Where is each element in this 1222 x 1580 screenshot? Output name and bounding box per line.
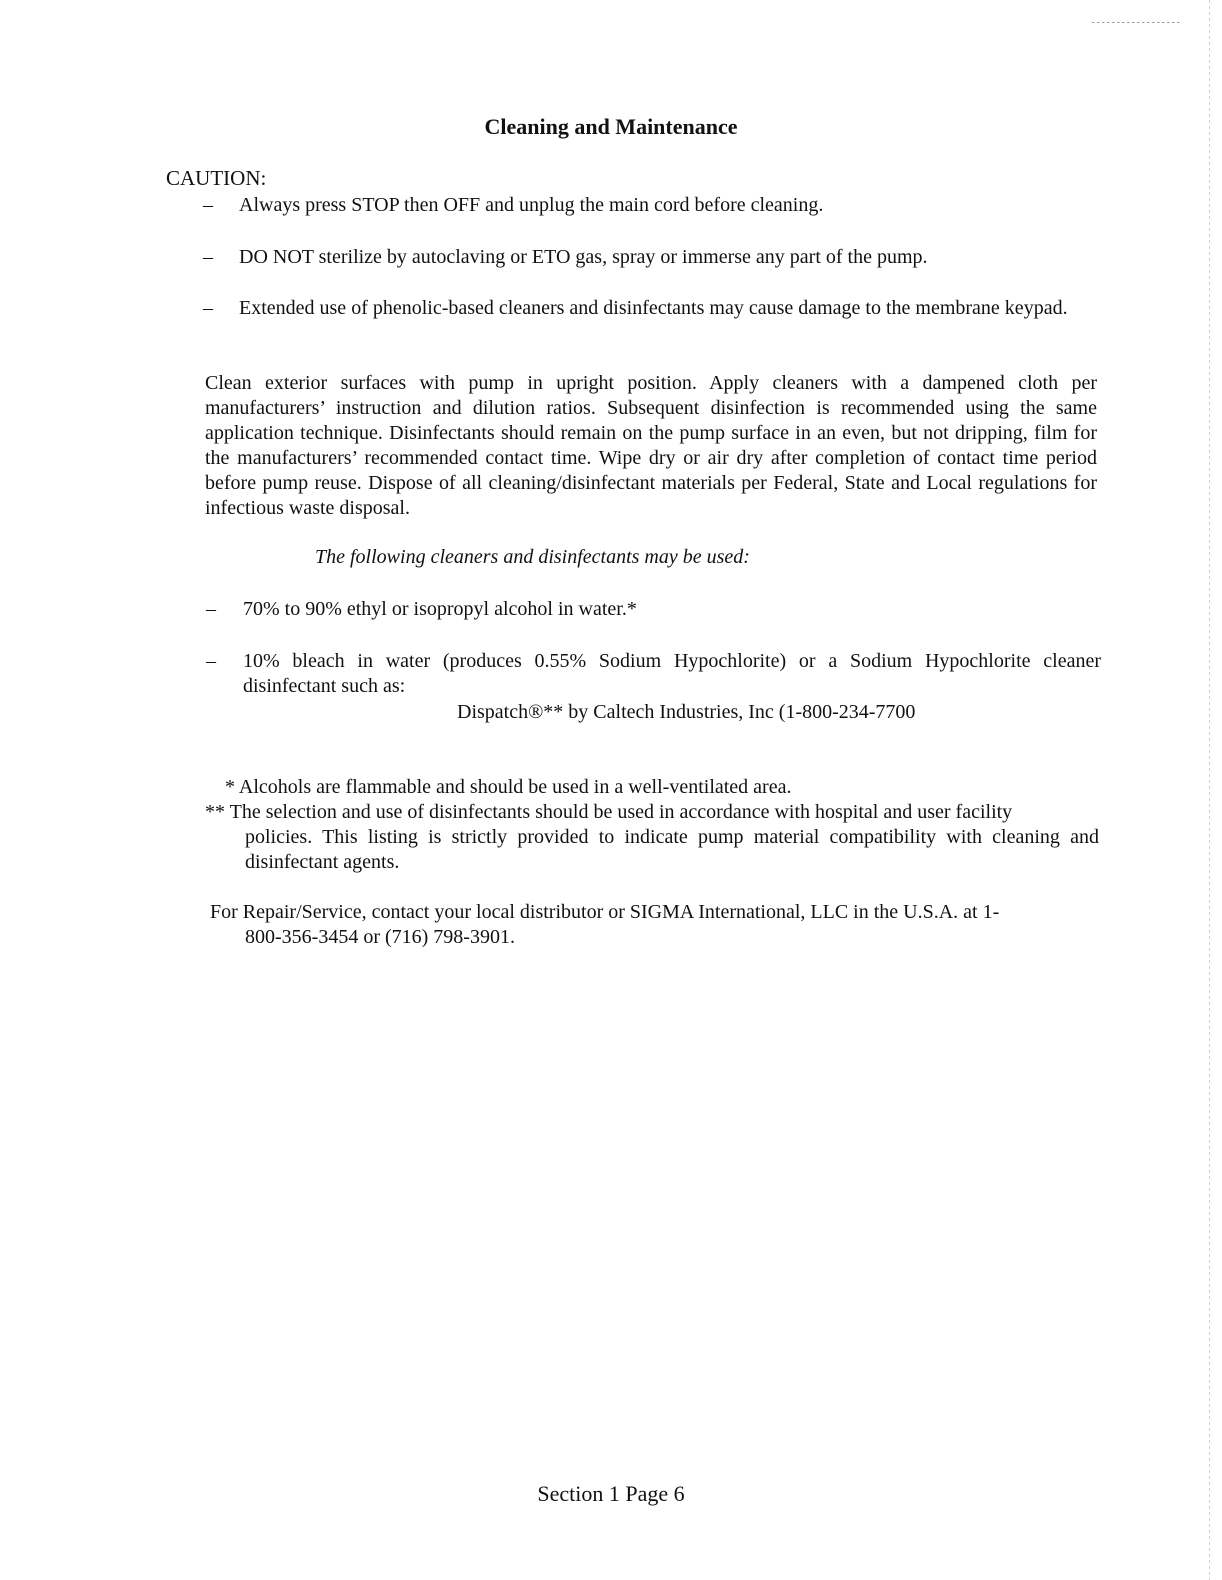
repair-lead: For Repair/Service, contact your local distributor or SIGMA International, LLC in the U.S.A. at 1-	[210, 901, 1000, 923]
instructions-paragraph: Clean exterior surfaces with pump in upright position. Apply cleaners with a dampened cloth per manufacturers’ instruction and dilution ratios. Subsequent disinfection is recommended using the same application technique. Disinfectants should remain on the pump surface in an even, but not dripping, film for the manufacturers’ recommended contact time. Wipe dry or air dry after completion of contact time period before pump reuse. Dispose of all cleaning/disinfectant materials per Federal, State and Local regulations for infectious waste disposal.	[205, 372, 1097, 519]
footnote-continuation: policies. This listing is strictly provided to indicate pump material compatibility with cleaning and disinfectant agents.	[245, 826, 1099, 873]
footnote-alcohol: * Alcohols are flammable and should be used in a well-ventilated area.	[225, 776, 792, 798]
caution-item-text: DO NOT sterilize by autoclaving or ETO gas, spray or immerse any part of the pump.	[239, 246, 928, 268]
repair-service-paragraph	[210, 900, 1100, 950]
bullet-dash: –	[206, 598, 216, 620]
caution-item-text: Always press STOP then OFF and unplug the main cord before cleaning.	[239, 194, 824, 216]
cleaner-item-text: 70% to 90% ethyl or isopropyl alcohol in water.*	[243, 598, 637, 620]
caution-item-text: Extended use of phenolic-based cleaners and disinfectants may cause damage to the membrane keypad.	[239, 297, 1068, 319]
page-title: Cleaning and Maintenance	[484, 114, 738, 139]
dispatch-line: Dispatch®** by Caltech Industries, Inc (1-800-234-7700	[457, 701, 916, 723]
footnote-marker: **	[205, 801, 225, 823]
scan-top-dashes	[1092, 22, 1182, 23]
footnote-disinfectants	[205, 800, 1099, 875]
scan-edge-line	[1209, 0, 1210, 1580]
repair-phone: 800-356-3454 or (716) 798-3901.	[245, 926, 515, 948]
bullet-dash: –	[206, 650, 216, 672]
page-footer: Section 1 Page 6	[537, 1481, 685, 1506]
bullet-dash: –	[203, 194, 213, 216]
caution-label: CAUTION:	[166, 166, 267, 190]
cleaner-item-text: 10% bleach in water (produces 0.55% Sodium Hypochlorite) or a Sodium Hypochlorite cleaner disinfectant such as:	[243, 650, 1101, 697]
footnote-text: The selection and use of disinfectants should be used in accordance with hospital and user facility	[229, 801, 1013, 823]
bullet-dash: –	[203, 297, 213, 319]
bullet-dash: –	[203, 246, 213, 268]
cleaners-heading: The following cleaners and disinfectants may be used:	[315, 546, 750, 568]
